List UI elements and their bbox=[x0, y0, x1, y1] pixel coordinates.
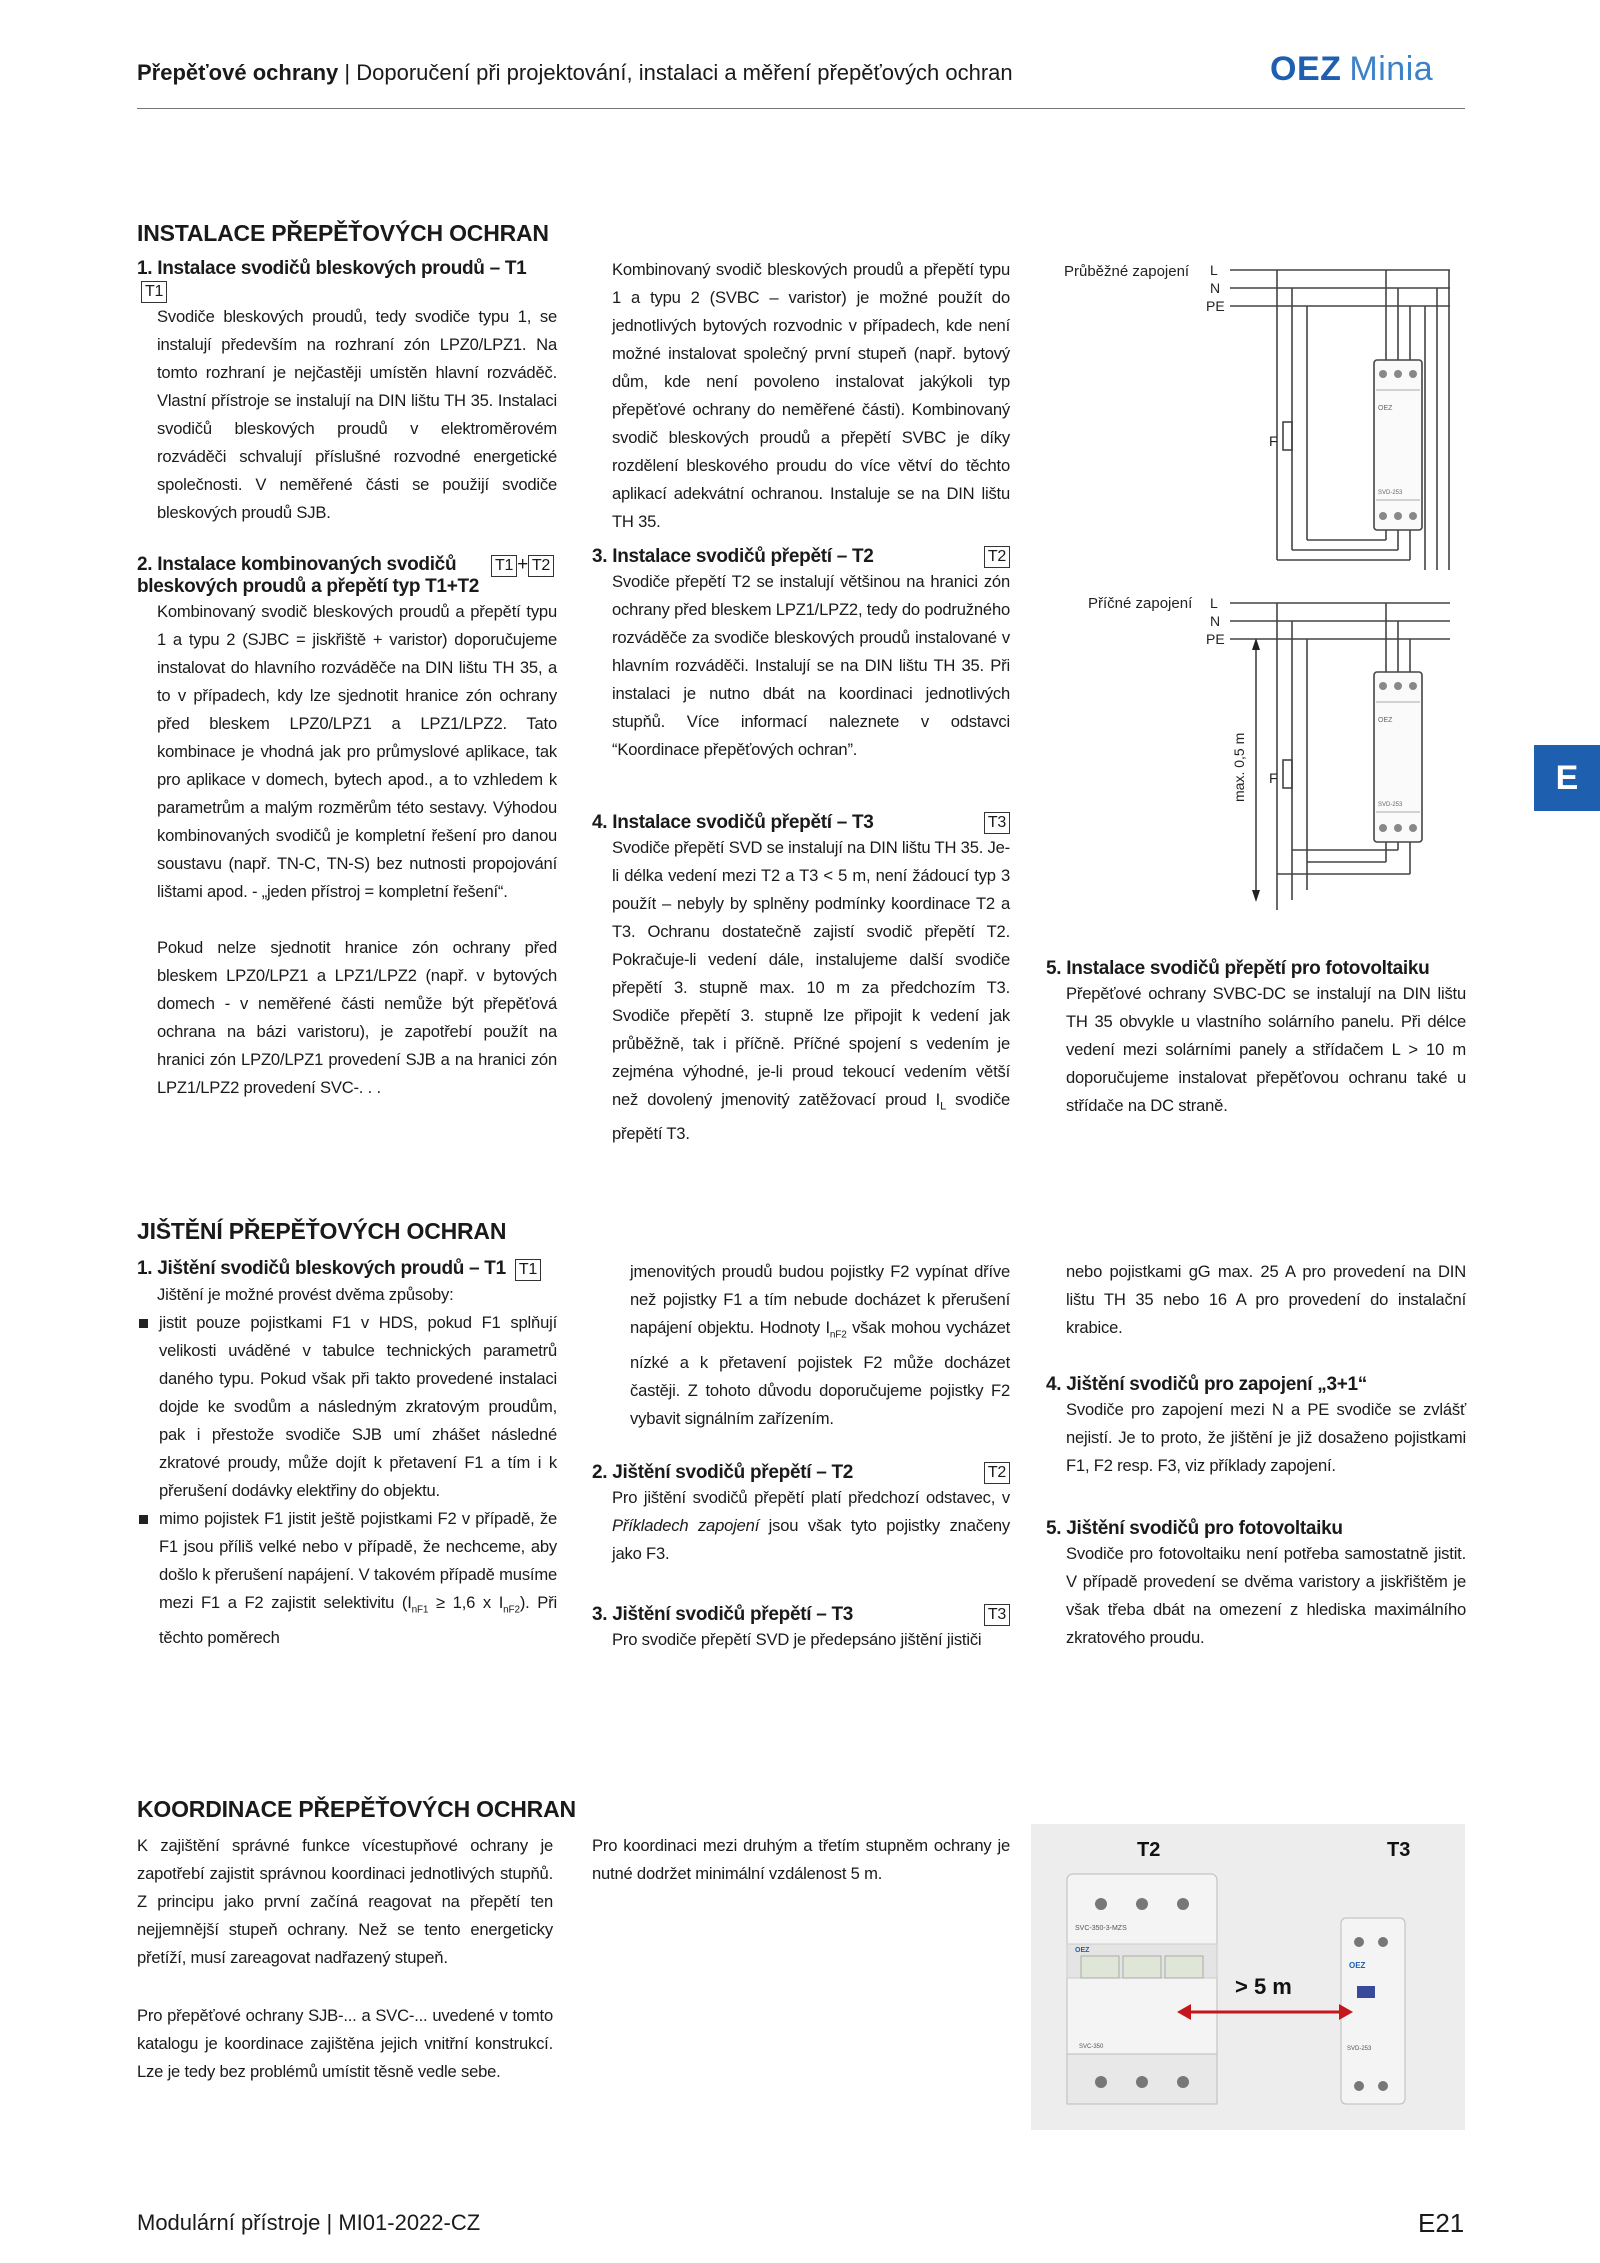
list-item: jistit pouze pojistkami F1 v HDS, pokud F1 splňují velikosti uváděné v tabulce technických parametrů daného typu. Pokud však při takto provedené instalaci dojde ke svodům a následným zkratovým proudům, pak i přestože svodiče SJB umí zhášet následné zkratové proudy, může dojít k přetavení F1 a tím i k přerušení dodávky elektřiny do objektu. bbox=[137, 1309, 557, 1505]
tag-fusing-t1: T1 bbox=[515, 1259, 541, 1281]
tag-t3: T3 bbox=[984, 812, 1010, 834]
fusing-col2-text bbox=[630, 1258, 1010, 1433]
logo-sub: Minia bbox=[1349, 50, 1434, 88]
fusing-pv-heading: 5. Jištění svodičů pro fotovoltaiku bbox=[1046, 1518, 1343, 1539]
fusing-t2-text bbox=[612, 1484, 1010, 1568]
installation-t1t2-text1: Kombinovaný svodič bleskových proudů a přepětí typu 1 a typu 2 (SJBC = jiskřiště + varistor) doporučujeme instalovat do hlavního rozváděče na DIN lištu TH 35, a to v případech, kdy lze sjednotit hranice zón ochrany před bleskem LPZ0/LPZ1 a LPZ1/LPZ2. Tato kombinace je vhodná jak pro průmyslové aplikace, tak pro aplikace v domech, bytech apod., a to vzhledem k parametrům a malým rozměrům této sestavy. Výhodou kombinovaných svodičů je kompletní řešení pro danou soustavu (např. TN-C, TN-S) bez nutnosti propojování lištami apod. - „jeden přístroj = kompletní řešení“. bbox=[157, 602, 557, 901]
installation-t1-text: Svodiče bleskových proudů, tedy svodiče typu 1, se instalují především na rozhraní zón LPZ0/LPZ1. Na tomto rozhraní je nejčastěji umístěn hlavní rozváděč. Vlastní přístroje se instalují na DIN lištu TH 35. Instalaci svodičů bleskových proudů v elektroměrovém rozváděči schvalují příslušné rozvodné energetické společnosti. V neměřené části se použijí svodiče bleskových proudů SJB. bbox=[157, 307, 557, 522]
installation-t3-heading bbox=[592, 812, 1010, 834]
installation-t3-heading-text: 4. Instalace svodičů přepětí – T3 bbox=[592, 812, 874, 833]
tag-t2-b: T2 bbox=[528, 555, 554, 577]
connection-diagram bbox=[1040, 250, 1480, 910]
fusing-31-heading: 4. Jištění svodičů pro zapojení „3+1“ bbox=[1046, 1374, 1367, 1395]
fusing-b2-end: ). Při těchto poměrech bbox=[159, 1593, 557, 1648]
diagram-bottom-N: N bbox=[1210, 613, 1221, 629]
installation-pv-text: Přepěťové ochrany SVBC-DC se instalují na DIN lištu TH 35 obvykle u vlastního solárního panelu. Při délce vedení mezi solárními panely a střídačem L > 10 m doporučujeme instalovat přepěťovou ochranu také u střídače na DC straně. bbox=[1066, 984, 1466, 1115]
fusing-31-text: Svodiče pro zapojení mezi N a PE svodiče se zvlášť nejistí. Je to proto, že jištění je již dosaženo pojistkami F1, F2 resp. F3, viz příklady zapojení. bbox=[1066, 1400, 1466, 1475]
footer-page-number: E21 bbox=[1418, 2208, 1465, 2238]
fusing-section-title: JIŠTĚNÍ PŘEPĚŤOVÝCH OCHRAN bbox=[137, 1218, 507, 1244]
fusing-t2-heading bbox=[592, 1462, 1010, 1484]
diagram-distance-label: max. 0,5 m bbox=[1231, 732, 1247, 802]
diagram-bottom-F: F bbox=[1269, 770, 1278, 786]
coordination-p3: Pro koordinaci mezi druhým a třetím stupněm ochrany je nutné dodržet minimální vzdálenost 5 m. bbox=[592, 1836, 1010, 1883]
photo-t2-model: SVC-350-3-MZS bbox=[1075, 1925, 1127, 1932]
installation-t3-sub: L bbox=[940, 1100, 946, 1113]
installation-t2-text: Svodiče přepětí T2 se instalují většinou na hranici zón ochrany před bleskem LPZ1/LPZ2, tedy do podružného rozváděče za svodiče bleskových proudů instalované v hlavním rozváděči. Instalují se na DIN lištu TH 35. Při instalaci je nutno dbát na koordinaci jednotlivých stupňů. Více informací naleznete v odstavci “Koordinace přepěťových ochran”. bbox=[612, 572, 1010, 759]
photo-t3-brand: OEZ bbox=[1349, 1961, 1366, 1970]
tag-t1t2 bbox=[487, 554, 554, 577]
logo-main: OEZ bbox=[1270, 50, 1342, 88]
diagram-top-L: L bbox=[1210, 262, 1218, 278]
installation-t1t2-block bbox=[137, 554, 557, 1102]
photo-label-t3: T3 bbox=[1387, 1839, 1411, 1861]
tag-fusing-t3: T3 bbox=[984, 1604, 1010, 1626]
fusing-b2-sub2: nF2 bbox=[503, 1604, 520, 1616]
installation-t2-block bbox=[592, 546, 1010, 764]
diagram-top-PE: PE bbox=[1206, 298, 1225, 314]
brand-logo bbox=[1270, 50, 1433, 89]
installation-t1t2-text2: Pokud nelze sjednotit hranice zón ochrany před bleskem LPZ0/LPZ1 a LPZ1/LPZ2 (např. v bytových domech - v neměřené části nemůže být přepěťová ochrana na bázi varistoru), je zapotřebí použít na hranici zón LPZ0/LPZ1 provedení SJB a na hranici zón LPZ1/LPZ2 provedení SVC-. . . bbox=[157, 938, 557, 1097]
fusing-t2-heading-text: 2. Jištění svodičů přepětí – T2 bbox=[592, 1462, 854, 1483]
fusing-t1-heading-text: 1. Jištění svodičů bleskových proudů – T1 bbox=[137, 1258, 506, 1279]
installation-t3-text-end: svodiče přepětí T3. bbox=[612, 1090, 1010, 1144]
installation-t1t2-heading-line2: bleskových proudů a přepětí typ T1+T2 bbox=[137, 576, 480, 597]
device-model-top: SVD-253 bbox=[1378, 490, 1403, 496]
list-item bbox=[137, 1505, 557, 1652]
installation-t3-block bbox=[592, 812, 1010, 1148]
page-header-title bbox=[137, 60, 1013, 86]
diagram-bottom-PE: PE bbox=[1206, 631, 1225, 647]
header-title-rest: | Doporučení při projektování, instalaci a měření přepěťových ochran bbox=[338, 60, 1013, 85]
device-model-bottom: SVD-253 bbox=[1378, 802, 1403, 808]
diagram-bottom-L: L bbox=[1210, 595, 1218, 611]
fusing-t1-block bbox=[137, 1258, 557, 1652]
installation-pv-block bbox=[1046, 958, 1466, 1120]
fusing-b2-sub1: nF1 bbox=[411, 1604, 429, 1616]
footer-catalog: Modulární přístroje | MI01-2022-CZ bbox=[137, 2210, 481, 2235]
fusing-b2-start: mimo pojistek F1 jistit ještě pojistkami F2 v případě, že F1 jsou příliš velké nebo v případě, že nechceme, aby došlo k přerušení napájení. V takovém případě musíme mezi F1 a F2 zajistit selektivitu (I bbox=[159, 1509, 557, 1612]
installation-t1-block bbox=[137, 258, 557, 527]
header-title-bold: Přepěťové ochrany bbox=[137, 60, 339, 85]
coordination-section-title: KOORDINACE PŘEPĚŤOVÝCH OCHRAN bbox=[137, 1796, 576, 1822]
fusing-t1-intro: Jištění je možné provést dvěma způsoby: bbox=[157, 1285, 454, 1304]
photo-distance-label: > 5 m bbox=[1235, 1974, 1292, 1999]
fusing-b2-mid: ≥ 1,6 x I bbox=[428, 1593, 504, 1612]
photo-label-t2: T2 bbox=[1137, 1839, 1161, 1861]
installation-t2-heading-text: 3. Instalace svodičů přepětí – T2 bbox=[592, 546, 874, 567]
installation-t3-text bbox=[612, 834, 1010, 1148]
fusing-col2-start: jmenovitých proudů budou pojistky F2 vypínat dříve než pojistky F1 a tím nebude docházet k přerušení napájení objektu. Hodnoty I bbox=[630, 1262, 1010, 1337]
photo-t2-pole: SVC-350 bbox=[1079, 2044, 1104, 2050]
diagram-top-N: N bbox=[1210, 280, 1221, 296]
installation-pv-heading: 5. Instalace svodičů přepětí pro fotovoltaiku bbox=[1046, 958, 1430, 979]
tag-t2: T2 bbox=[984, 546, 1010, 568]
device-brand-top: OEZ bbox=[1378, 405, 1393, 412]
fusing-31-block bbox=[1046, 1374, 1466, 1480]
coordination-photo-svg bbox=[1031, 1824, 1465, 2130]
fusing-t2-text-end: jsou však tyto pojistky značeny jako F3. bbox=[612, 1516, 1010, 1563]
installation-t2-heading bbox=[592, 546, 1010, 568]
installation-combo-text: Kombinovaný svodič bleskových proudů a přepětí typu 1 a typu 2 (SVBC – varistor) je možné použít do jednotlivých bytových rozvodnic v případech, kde není možné instalovat společný první stupeň (např. bytový dům, kde není povoleno instalovat jakýkoli typ přepěťové ochrany do neměřené části). Kombinovaný svodič bleskových proudů a přepětí SVBC je díky rozdělení bleskového proudu do více větví do těchto aplikací adekvátní ochranou. Instaluje se na DIN lištu TH 35. bbox=[612, 260, 1010, 531]
fusing-t1-list bbox=[137, 1309, 557, 1652]
fusing-t3-heading-text: 3. Jištění svodičů přepětí – T3 bbox=[592, 1604, 854, 1625]
installation-t1t2-heading-line1 bbox=[137, 554, 557, 576]
section-tab-e: E bbox=[1534, 745, 1600, 811]
photo-t3-model: SVD-253 bbox=[1347, 2046, 1372, 2052]
fusing-t2-block bbox=[592, 1462, 1010, 1568]
fusing-t1-heading bbox=[137, 1258, 557, 1281]
fusing-t3-block bbox=[592, 1604, 1010, 1654]
fusing-t3-text: Pro svodiče přepětí SVD je předepsáno jištění jističi bbox=[612, 1630, 982, 1649]
coordination-photo bbox=[1031, 1824, 1465, 2130]
installation-section-title: INSTALACE PŘEPĚŤOVÝCH OCHRAN bbox=[137, 220, 549, 246]
coordination-p1: K zajištění správné funkce vícestupňové ochrany je zapotřebí zajistit správnou koordinaci jednotlivých stupňů. Z principu jako první začíná reagovat na přepětí ten nejjemnější stupeň ochrany. Než se tento energeticky přetíží, musí zareagovat nadřazený stupeň. bbox=[137, 1836, 553, 1967]
installation-t1t2-heading-l1: 2. Instalace kombinovaných svodičů bbox=[137, 554, 457, 575]
diagram-top-F: F bbox=[1269, 433, 1278, 449]
installation-t1-heading bbox=[137, 258, 557, 303]
installation-t1-heading-text: 1. Instalace svodičů bleskových proudů – T1 bbox=[137, 258, 527, 279]
tag-t1-b: T1 bbox=[491, 555, 517, 577]
fusing-t3-heading bbox=[592, 1604, 1010, 1626]
installation-t3-text-main: Svodiče přepětí SVD se instalují na DIN lištu TH 35. Je-li délka vedení mezi T2 a T3 < 5 m, není žádoucí typ 3 použít – nebyly by splněny podmínky koordinace T2 a T3. Ochranu dostatečně zajistí svodič přepětí T2. Pokračuje-li vedení dále, instalujeme další svodiče přepětí 3. stupně max. 10 m za předchozím T3. Svodiče přepětí 3. stupně lze připojit k vedení jak průběžně, tak i příčně. Příčné spojení s vedením je zejména výhodné, je-li proud tekoucí vedením větší než dovolený jmenovitý zatěžovací proud I bbox=[612, 838, 1010, 1109]
fusing-col2-sub: nF2 bbox=[829, 1329, 847, 1341]
fusing-t2-text-em: Příkladech zapojení bbox=[612, 1516, 760, 1535]
fusing-pv-block bbox=[1046, 1518, 1466, 1652]
coordination-p2: Pro přepěťové ochrany SJB-... a SVC-... uvedené v tomto katalogu je koordinace zajištěna jejich vnitřní konstrukcí. Lze je tedy bez problémů umístit těsně vedle sebe. bbox=[137, 2006, 553, 2081]
tag-t1: T1 bbox=[141, 281, 167, 303]
header-divider bbox=[137, 108, 1465, 109]
fusing-col3-text: nebo pojistkami gG max. 25 A pro provedení na DIN lištu TH 35 nebo 16 A pro provedení do instalační krabice. bbox=[1066, 1262, 1466, 1337]
fusing-col2-end: však mohou vycházet nízké a k přetavení pojistek F2 může docházet častěji. Z tohoto důvodu doporučujeme pojistky F2 vybavit signálním zařízením. bbox=[630, 1318, 1011, 1429]
tag-fusing-t2: T2 bbox=[984, 1462, 1010, 1484]
fusing-pv-text: Svodiče pro fotovoltaiku není potřeba samostatně jistit. V případě provedení se dvěma varistory a jiskřištěm je však třeba dbát na omezení z hlediska maximálního zkratového proudu. bbox=[1066, 1544, 1466, 1647]
diagram-label-cross: Příčné zapojení bbox=[1088, 595, 1193, 612]
diagram-label-series: Průběžné zapojení bbox=[1064, 263, 1190, 280]
tag-plus: + bbox=[517, 554, 528, 575]
device-brand-bottom: OEZ bbox=[1378, 717, 1393, 724]
photo-t2-brand: OEZ bbox=[1075, 1947, 1090, 1954]
fusing-t2-text-start: Pro jištění svodičů přepětí platí předchozí odstavec, v bbox=[612, 1488, 1010, 1507]
